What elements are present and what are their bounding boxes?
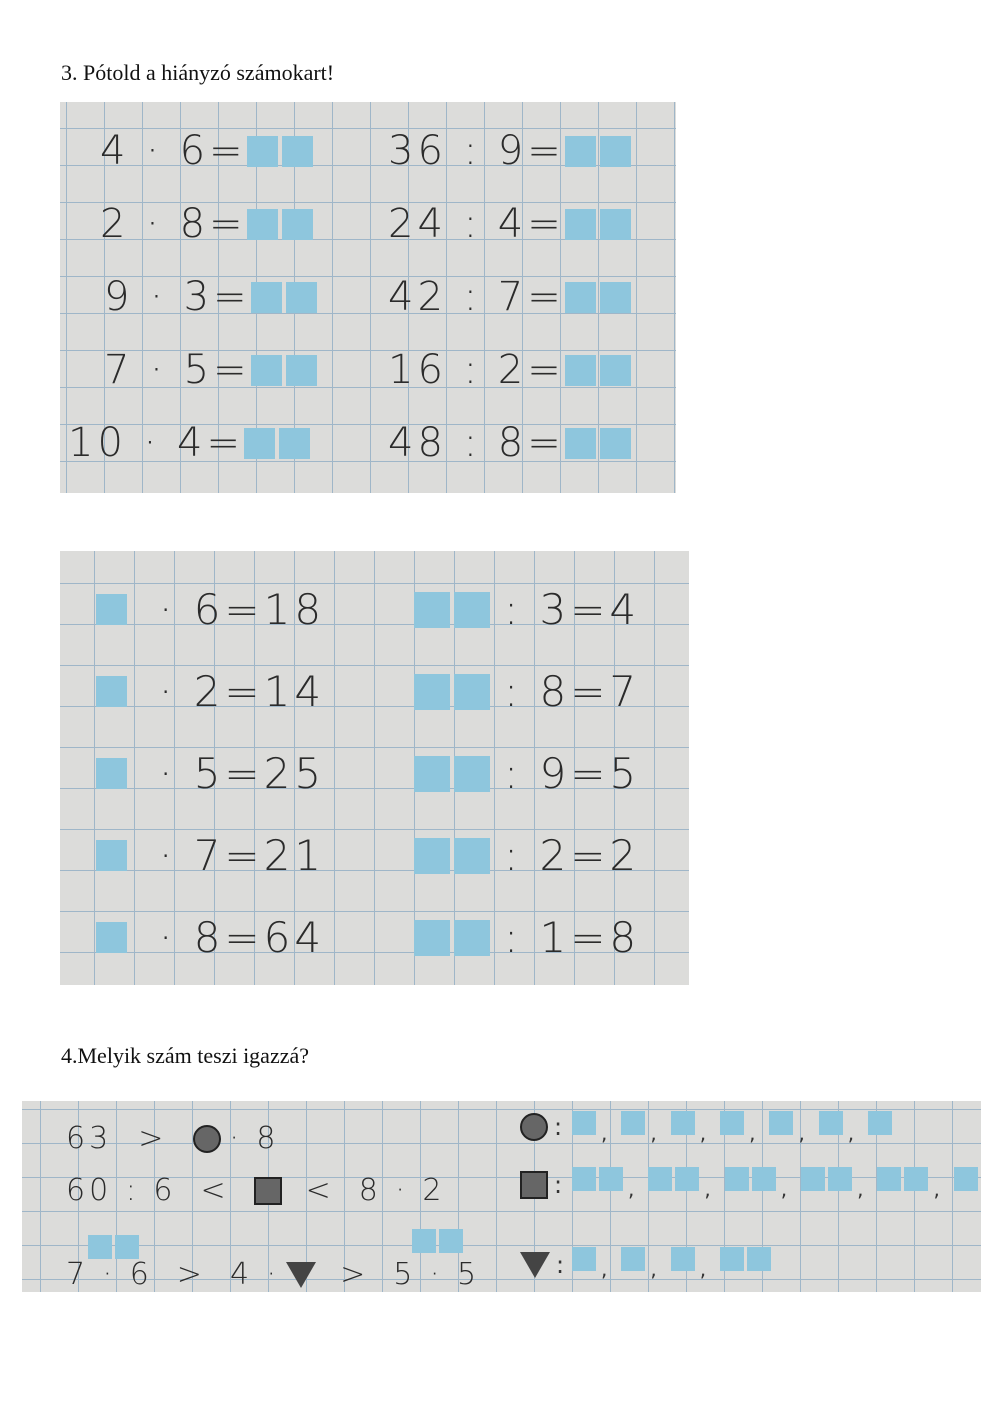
answer-box[interactable] [904,1167,928,1191]
comma-separator: , [601,1121,608,1145]
answer-box[interactable] [599,1167,623,1191]
equation-right: 24 : 4= [388,201,565,247]
equation-right: 42 : 7= [388,274,565,320]
answer-box[interactable] [565,282,596,313]
comma-separator: , [847,1121,855,1145]
equation-row [96,749,325,798]
equation-row [388,201,635,247]
colon: : [554,1171,563,1199]
answer-box[interactable] [600,282,631,313]
answer-box[interactable] [572,1167,596,1191]
comma-separator: , [749,1121,756,1145]
answer-box[interactable] [801,1167,825,1191]
answer-box[interactable] [600,209,631,240]
answer-box[interactable] [819,1111,843,1135]
value-b: 5 · 5 [393,1257,481,1292]
inequality-row-3 [66,1257,480,1292]
answer-box[interactable] [600,355,631,386]
comma-separator: , [699,1121,707,1145]
answer-box[interactable] [769,1111,793,1135]
greater-than-sign: > [340,1257,370,1292]
equation-row [388,420,635,466]
equation-right: : 3=4 [504,585,641,634]
exercise-panel-3 [22,1101,981,1292]
equation-left: · 8=64 [159,913,326,962]
equation-row [96,667,325,716]
triangle-answers [572,1247,774,1281]
exercise-panel-1 [60,102,676,493]
answer-box[interactable] [279,428,310,459]
answer-box[interactable] [565,428,596,459]
equation-row [414,585,640,634]
equation-row [96,585,325,634]
answer-box[interactable] [414,838,450,874]
work-boxes [88,1235,142,1259]
answer-box[interactable] [439,1229,463,1253]
equation-right: 48 : 8= [388,420,565,466]
colon: : [554,1113,563,1141]
square-icon [520,1171,548,1199]
equation-right: : 1=8 [504,913,641,962]
greater-than-sign: > [138,1121,168,1156]
answer-box[interactable] [454,674,490,710]
answer-box[interactable] [565,209,596,240]
answer-box[interactable] [621,1111,645,1135]
value-b: · 8 [229,1121,280,1156]
equation-row [414,831,640,880]
answer-box[interactable] [675,1167,699,1191]
answer-box[interactable] [244,428,275,459]
answer-box[interactable] [96,676,127,707]
equation-left: · 5=25 [159,749,326,798]
task4-heading: 4.Melyik szám teszi igazzá? [61,1043,310,1068]
comma-separator: , [628,1177,635,1201]
answer-box[interactable] [565,355,596,386]
square-answers [572,1167,981,1201]
circle-icon [520,1113,548,1141]
less-than-sign: < [200,1173,230,1208]
answer-box[interactable] [251,355,282,386]
equation-left: 4 · 6= [100,128,247,174]
comma-separator: , [704,1177,711,1201]
equation-right: 36 : 9= [388,128,565,174]
inequality-row-1 [66,1121,280,1156]
equation-row [100,201,317,247]
equation-row [414,749,640,798]
comma-separator: , [780,1177,788,1201]
task3-heading: 3. Pótold a hiányzó számokart! [61,60,335,85]
answer-box[interactable] [96,758,127,789]
answer-box[interactable] [414,756,450,792]
equation-row [100,128,317,174]
equation-row [388,274,635,320]
colon: : [556,1251,565,1279]
answer-box[interactable] [454,756,490,792]
comma-separator: , [857,1177,864,1201]
answer-box[interactable] [96,922,127,953]
answer-box[interactable] [454,592,490,628]
equation-right: 16 : 2= [388,347,565,393]
equation-row [104,347,321,393]
value-b: 8 · 2 [358,1173,446,1208]
comma-separator: , [699,1257,707,1281]
square-icon [254,1177,282,1205]
answer-box[interactable] [671,1111,695,1135]
answer-box[interactable] [247,136,278,167]
less-than-sign: < [305,1173,335,1208]
answer-box[interactable] [720,1111,744,1135]
equation-left: 7 · 5= [104,347,251,393]
answer-box[interactable] [414,592,450,628]
equation-right: : 9=5 [504,749,641,798]
circle-icon [193,1125,221,1153]
answer-box[interactable] [414,920,450,956]
answer-box[interactable] [954,1167,978,1191]
triangle-icon [520,1252,550,1278]
answer-box[interactable] [454,920,490,956]
circle-answers [572,1111,895,1145]
answer-box[interactable] [412,1229,436,1253]
equation-right: : 2=2 [504,831,641,880]
comma-separator: , [933,1177,940,1201]
equation-left: · 7=21 [159,831,326,880]
answer-row-square [520,1171,572,1199]
answer-box[interactable] [247,209,278,240]
equation-row [104,274,321,320]
answer-box[interactable] [752,1167,776,1191]
answer-box[interactable] [747,1247,771,1271]
triangle-icon [286,1262,316,1288]
answer-box[interactable] [115,1235,139,1259]
answer-box[interactable] [565,136,596,167]
comma-separator: , [650,1257,657,1281]
answer-row-triangle [520,1251,574,1279]
equation-row [388,128,635,174]
comma-separator: , [798,1121,805,1145]
value-mid: 4 · [229,1257,281,1292]
answer-box[interactable] [96,840,127,871]
answer-box[interactable] [720,1247,744,1271]
answer-box[interactable] [671,1247,695,1271]
value-a: 63 [66,1121,113,1156]
equation-left: · 6=18 [159,585,326,634]
answer-box[interactable] [286,282,317,313]
equation-row [414,667,640,716]
answer-box[interactable] [600,428,631,459]
comma-separator: , [601,1257,608,1281]
equation-row [68,420,314,466]
greater-than-sign: > [176,1257,206,1292]
answer-box[interactable] [282,136,313,167]
exercise-panel-2 [60,551,689,985]
answer-box[interactable] [600,136,631,167]
answer-box[interactable] [88,1235,112,1259]
equation-right: : 8=7 [504,667,641,716]
answer-box[interactable] [251,282,282,313]
answer-box[interactable] [572,1111,596,1135]
answer-box[interactable] [572,1247,596,1271]
equation-left: 10 · 4= [68,420,245,466]
value-a: 60 : 6 [66,1173,177,1208]
comma-separator: , [650,1121,657,1145]
equation-row [96,831,325,880]
equation-row [96,913,325,962]
answer-box[interactable] [725,1167,749,1191]
answer-box[interactable] [877,1167,901,1191]
answer-box[interactable] [96,594,127,625]
answer-box[interactable] [868,1111,892,1135]
answer-box[interactable] [414,674,450,710]
answer-box[interactable] [828,1167,852,1191]
equation-left: · 2=14 [159,667,326,716]
answer-box[interactable] [286,355,317,386]
equation-left: 2 · 8= [100,201,247,247]
answer-row-circle [520,1113,572,1141]
work-boxes [412,1229,466,1253]
value-a: 7 · 6 [66,1257,153,1292]
equation-left: 9 · 3= [104,274,251,320]
answer-box[interactable] [282,209,313,240]
equation-row [414,913,640,962]
answer-box[interactable] [621,1247,645,1271]
inequality-row-2 [66,1173,446,1208]
answer-box[interactable] [454,838,490,874]
answer-box[interactable] [648,1167,672,1191]
equation-row [388,347,635,393]
